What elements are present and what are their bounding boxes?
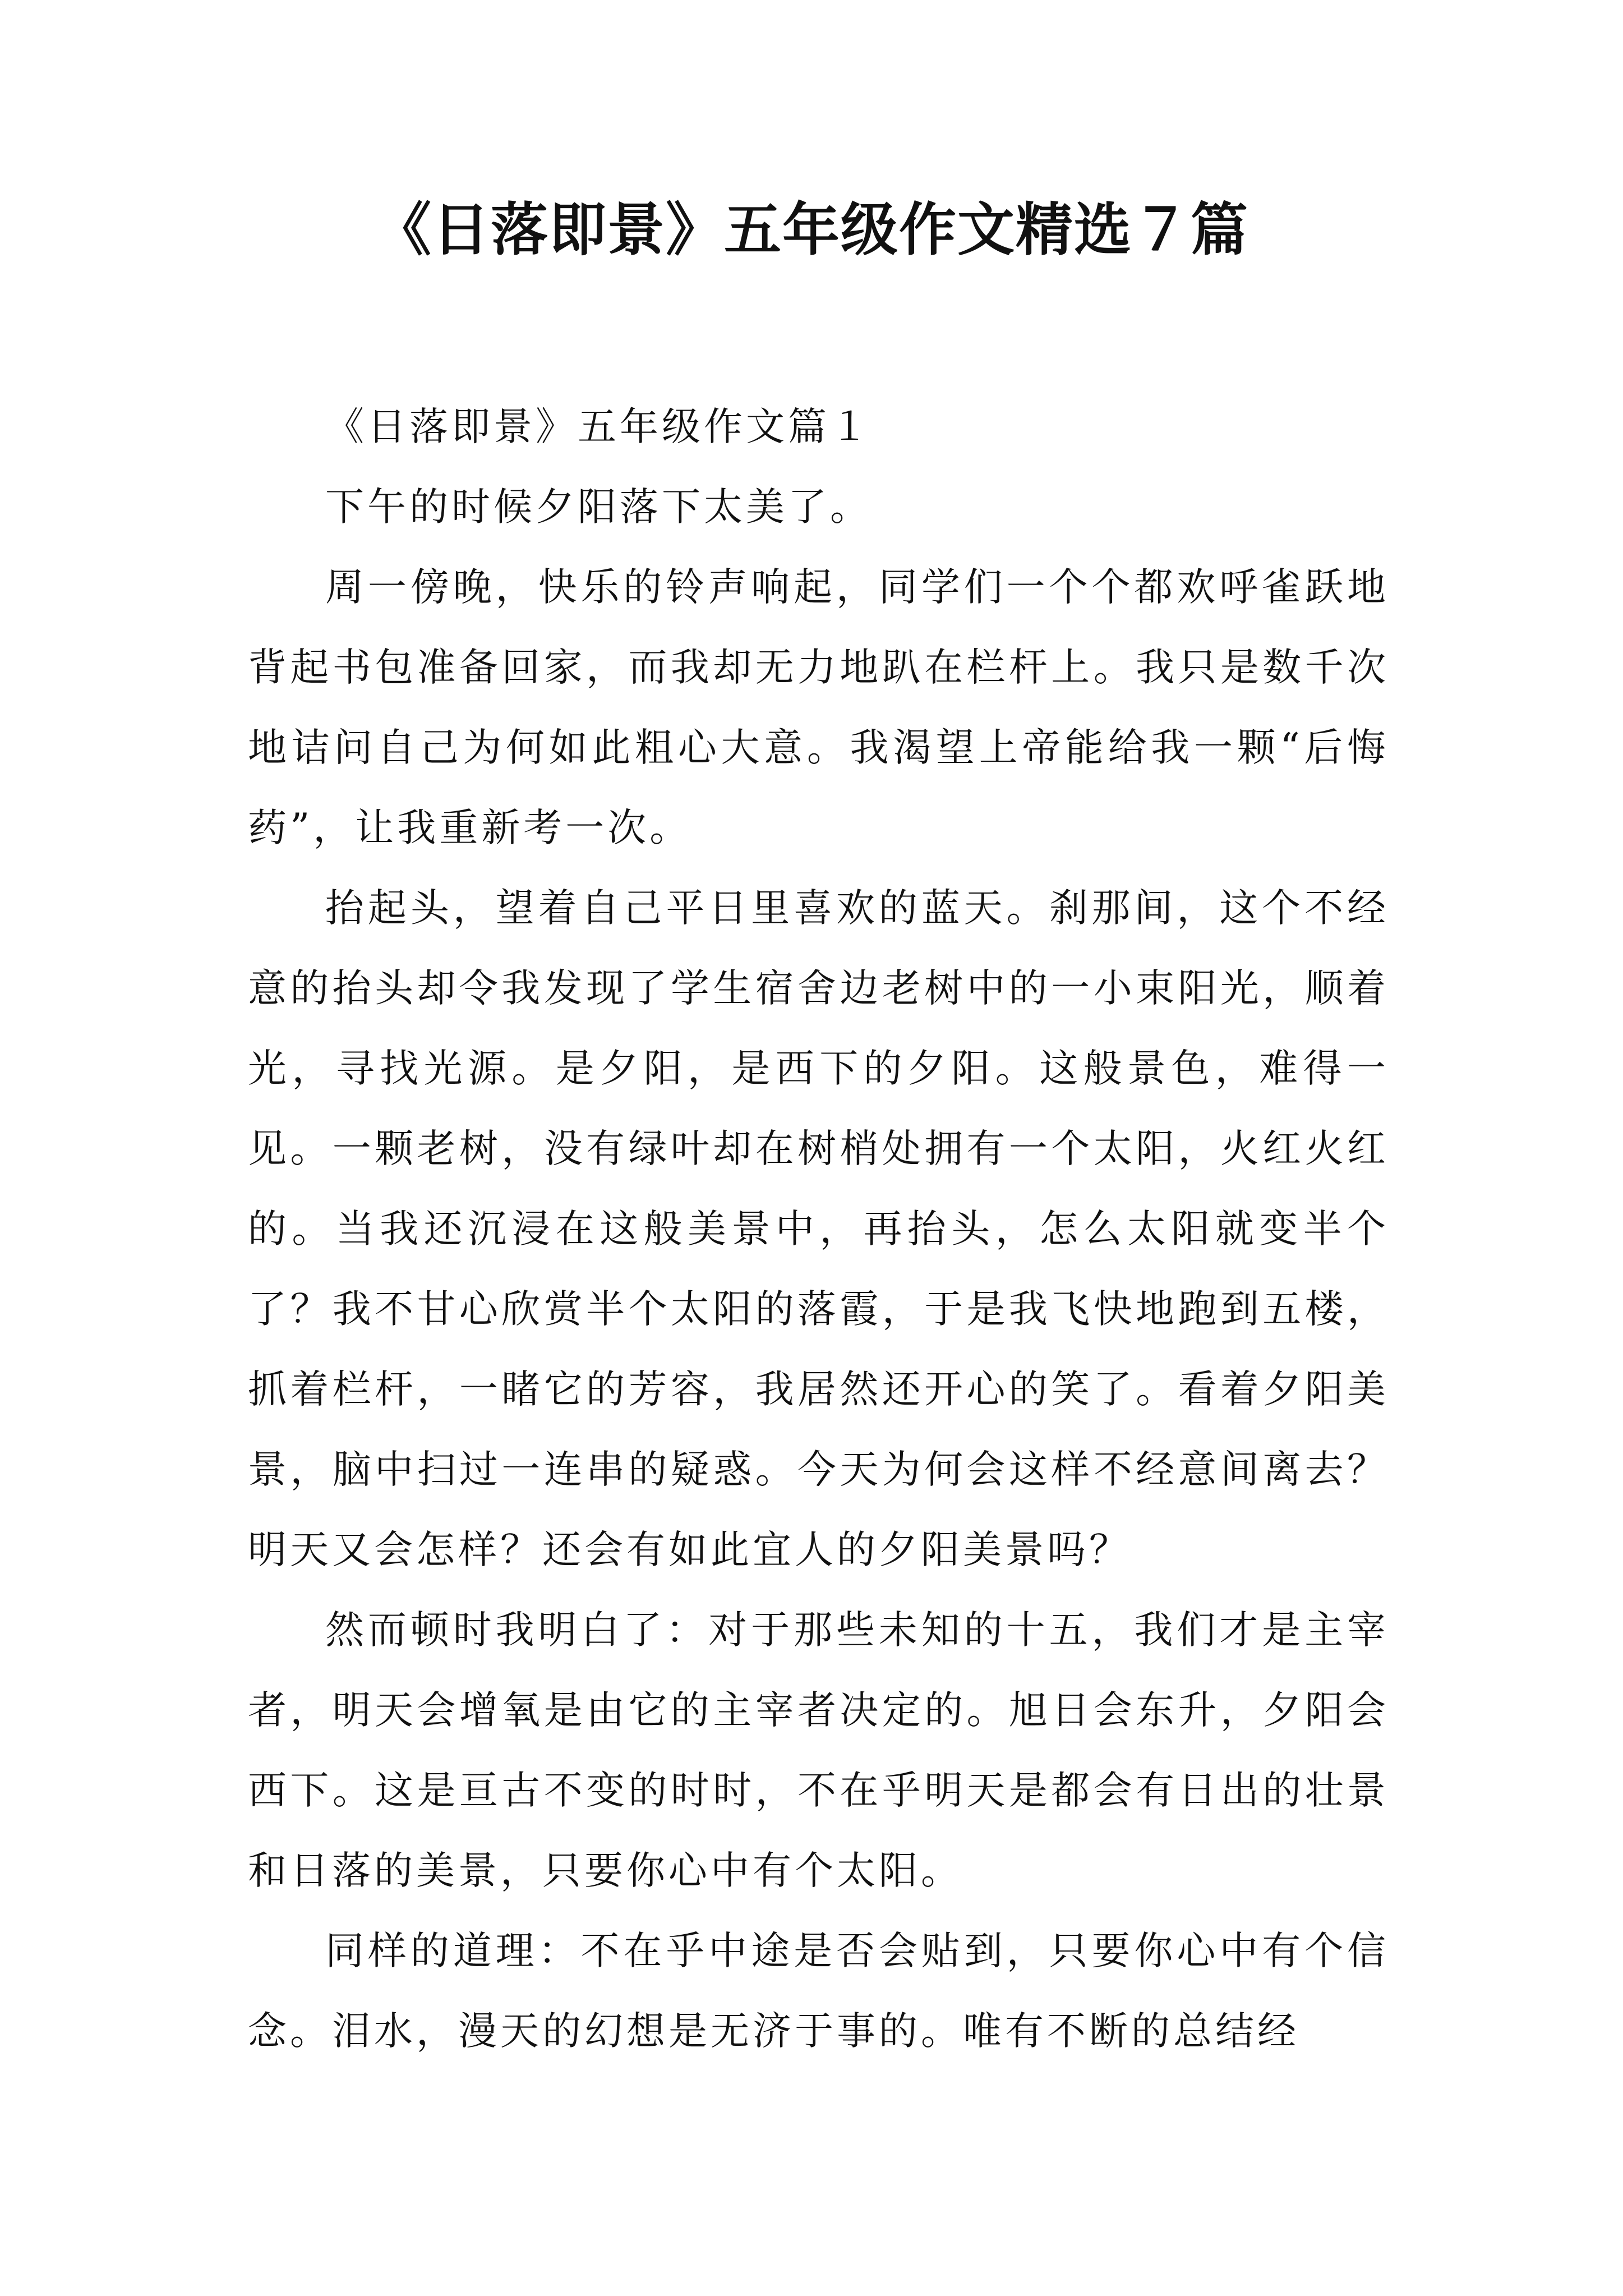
document-title: 《日落即景》五年级作文精选７篇 <box>374 196 1249 264</box>
paragraph: 下午的时候夕阳落下太美了。 <box>325 485 872 530</box>
paragraph: 然而顿时我明白了：对于那些未知的十五，我们才是主宰者，明天会增氧是由它的主宰者决定的。旭日会东升，夕阳会西下。这是亘古不变的时时，不在乎明天是都会有日出的壮景和日落的美景，只要你心中有个太阳。 <box>248 1608 1389 1893</box>
section-heading: 《日落即景》五年级作文篇１ <box>325 404 872 449</box>
paragraph: 同样的道理：不在乎中途是否会贴到，只要你心中有个信念。泪水，漫天的幻想是无济于事的。唯有不断的总结经 <box>248 1929 1389 2054</box>
paragraph: 周一傍晚，快乐的铃声响起，同学们一个个都欢呼雀跃地背起书包准备回家，而我却无力地趴在栏杆上。我只是数千次地诘问自己为何如此粗心大意。我渴望上帝能给我一颗“后悔药”，让我重新考一次。 <box>248 565 1389 850</box>
paragraph: 抬起头，望着自己平日里喜欢的蓝天。刹那间，这个不经意的抬头却令我发现了学生宿舍边老树中的一小束阳光，顺着光，寻找光源。是夕阳，是西下的夕阳。这般景色，难得一见。一颗老树，没有绿叶却在树梢处拥有一个太阳，火红火红的。当我还沉浸在这般美景中，再抬头，怎么太阳就变半个了？我不甘心欣赏半个太阳的落霞，于是我飞快地跑到五楼，抓着栏杆，一睹它的芳容，我居然还开心的笑了。看着夕阳美景，脑中扫过一连串的疑惑。今天为何会这样不经意间离去？明天又会怎样？还会有如此宜人的夕阳美景吗？ <box>248 886 1389 1572</box>
document-body <box>248 387 1389 2072</box>
